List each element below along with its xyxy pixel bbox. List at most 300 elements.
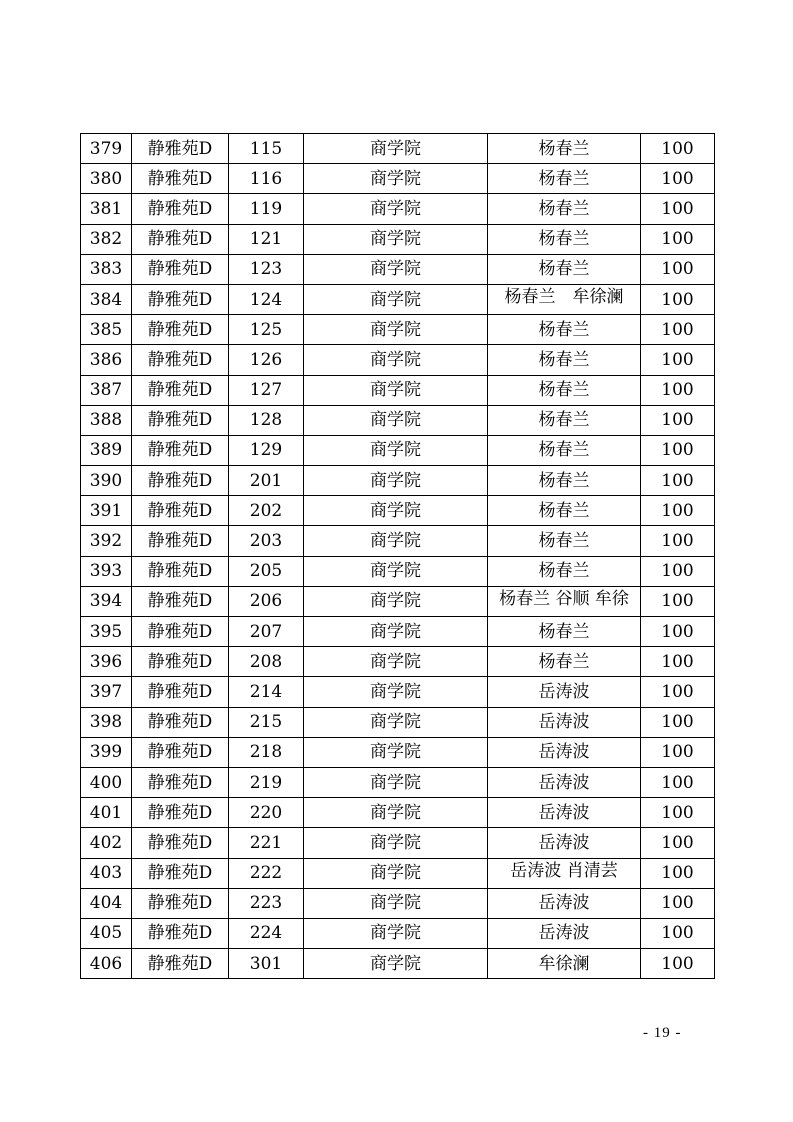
- building-cell-text: 静雅苑D: [147, 500, 213, 521]
- college-cell-text: 商学院: [370, 289, 421, 310]
- row-number-cell-text: 400: [89, 772, 123, 793]
- teacher-cell: [488, 828, 641, 858]
- row-number-cell-text: 383: [89, 259, 123, 280]
- teacher-cell-text: 岳涛波 肖清芸: [510, 860, 618, 881]
- college-cell: [304, 405, 488, 435]
- room-cell-text: 224: [249, 923, 283, 944]
- row-number-cell-text: 380: [89, 168, 123, 189]
- row-number-cell-text: 395: [89, 621, 123, 642]
- building-cell: [132, 858, 229, 888]
- page-number: - 19 -: [643, 1025, 682, 1041]
- building-cell-text: 静雅苑D: [147, 621, 213, 642]
- building-cell: [132, 375, 229, 405]
- table-row: [81, 918, 715, 948]
- row-number-cell: [81, 345, 132, 375]
- table-row: [81, 224, 715, 254]
- building-cell-text: 静雅苑D: [147, 168, 213, 189]
- teacher-cell-text: 杨春兰: [538, 470, 590, 491]
- row-number-cell-text: 388: [89, 410, 123, 431]
- building-cell: [132, 798, 229, 828]
- building-cell: [132, 767, 229, 797]
- building-cell-text: 静雅苑D: [147, 591, 213, 612]
- college-cell: [304, 526, 488, 556]
- building-cell-text: 静雅苑D: [147, 651, 213, 672]
- building-cell-text: 静雅苑D: [147, 802, 213, 823]
- row-number-cell-text: 379: [89, 138, 123, 159]
- score-cell-text: 100: [661, 138, 694, 159]
- building-cell: [132, 828, 229, 858]
- table-row: [81, 949, 715, 979]
- score-cell: [641, 556, 715, 586]
- teacher-cell-text: 杨春兰 牟徐澜: [504, 286, 624, 307]
- row-number-cell: [81, 315, 132, 345]
- teacher-cell-text: 杨春兰: [538, 380, 590, 401]
- building-cell: [132, 707, 229, 737]
- building-cell-text: 静雅苑D: [147, 440, 213, 461]
- building-cell: [132, 949, 229, 979]
- teacher-cell-text: 杨春兰 谷顺 牟徐: [499, 588, 629, 609]
- room-cell: [229, 496, 304, 526]
- college-cell: [304, 828, 488, 858]
- teacher-cell-text: 岳涛波: [538, 893, 590, 914]
- score-cell-text: 100: [661, 349, 694, 370]
- row-number-cell-text: 382: [89, 229, 123, 250]
- row-number-cell: [81, 949, 132, 979]
- teacher-cell-text: 杨春兰: [538, 349, 590, 370]
- building-cell: [132, 254, 229, 284]
- room-cell: [229, 284, 304, 314]
- table-row: [81, 556, 715, 586]
- table-row: [81, 345, 715, 375]
- row-number-cell: [81, 586, 132, 616]
- room-cell: [229, 707, 304, 737]
- table-row: [81, 798, 715, 828]
- row-number-cell: [81, 194, 132, 224]
- teacher-cell: [488, 284, 641, 314]
- college-cell: [304, 677, 488, 707]
- score-cell-text: 100: [661, 802, 694, 823]
- room-cell: [229, 767, 304, 797]
- table-row: [81, 435, 715, 465]
- room-cell-text: 203: [249, 531, 283, 552]
- room-cell: [229, 617, 304, 647]
- room-cell-text: 223: [249, 893, 283, 914]
- row-number-cell-text: 399: [89, 742, 123, 763]
- room-cell-text: 129: [249, 440, 283, 461]
- building-cell-text: 静雅苑D: [147, 138, 213, 159]
- college-cell-text: 商学院: [370, 531, 421, 552]
- room-cell-text: 207: [249, 621, 283, 642]
- college-cell: [304, 586, 488, 616]
- teacher-cell-text: 岳涛波: [538, 772, 590, 793]
- teacher-cell: [488, 798, 641, 828]
- room-cell-text: 222: [249, 863, 283, 884]
- row-number-cell-text: 405: [89, 923, 123, 944]
- score-cell: [641, 888, 715, 918]
- teacher-cell: [488, 707, 641, 737]
- room-cell: [229, 586, 304, 616]
- college-cell: [304, 888, 488, 918]
- room-cell: [229, 194, 304, 224]
- room-cell: [229, 224, 304, 254]
- college-cell-text: 商学院: [370, 591, 421, 612]
- row-number-cell-text: 384: [89, 289, 123, 310]
- row-number-cell: [81, 164, 132, 194]
- table-row: [81, 767, 715, 797]
- teacher-cell: [488, 466, 641, 496]
- college-cell: [304, 617, 488, 647]
- row-number-cell-text: 390: [89, 470, 123, 491]
- teacher-cell-text: 杨春兰: [538, 561, 590, 582]
- building-cell: [132, 224, 229, 254]
- building-cell-text: 静雅苑D: [147, 198, 213, 219]
- building-cell-text: 静雅苑D: [147, 319, 213, 340]
- building-cell-text: 静雅苑D: [147, 259, 213, 280]
- room-cell: [229, 828, 304, 858]
- teacher-cell-text: 杨春兰: [538, 198, 590, 219]
- college-cell: [304, 134, 488, 164]
- college-cell: [304, 767, 488, 797]
- teacher-cell: [488, 345, 641, 375]
- table-row: [81, 888, 715, 918]
- room-cell-text: 202: [249, 500, 283, 521]
- score-cell: [641, 949, 715, 979]
- building-cell: [132, 315, 229, 345]
- building-cell: [132, 164, 229, 194]
- college-cell: [304, 466, 488, 496]
- college-cell: [304, 707, 488, 737]
- teacher-cell: [488, 405, 641, 435]
- room-cell: [229, 164, 304, 194]
- room-cell: [229, 888, 304, 918]
- teacher-cell: [488, 194, 641, 224]
- room-cell: [229, 677, 304, 707]
- table-row: [81, 254, 715, 284]
- score-cell: [641, 918, 715, 948]
- teacher-cell: [488, 918, 641, 948]
- row-number-cell: [81, 677, 132, 707]
- row-number-cell-text: 392: [89, 531, 123, 552]
- building-cell: [132, 194, 229, 224]
- building-cell: [132, 737, 229, 767]
- table-row: [81, 284, 715, 314]
- score-cell-text: 100: [661, 712, 694, 733]
- teacher-cell: [488, 617, 641, 647]
- row-number-cell: [81, 647, 132, 677]
- score-cell: [641, 164, 715, 194]
- room-cell: [229, 134, 304, 164]
- college-cell-text: 商学院: [370, 802, 421, 823]
- college-cell-text: 商学院: [370, 863, 421, 884]
- teacher-cell-text: 岳涛波: [538, 712, 590, 733]
- row-number-cell: [81, 888, 132, 918]
- room-cell: [229, 798, 304, 828]
- score-cell: [641, 435, 715, 465]
- college-cell: [304, 224, 488, 254]
- teacher-cell-text: 杨春兰: [538, 229, 590, 250]
- room-cell: [229, 405, 304, 435]
- score-cell-text: 100: [661, 531, 694, 552]
- building-cell-text: 静雅苑D: [147, 923, 213, 944]
- college-cell-text: 商学院: [370, 319, 421, 340]
- college-cell-text: 商学院: [370, 410, 421, 431]
- teacher-cell-text: 杨春兰: [538, 531, 590, 552]
- room-cell-text: 115: [249, 138, 283, 159]
- table-row: [81, 647, 715, 677]
- score-cell-text: 100: [661, 561, 694, 582]
- room-cell-text: 128: [249, 410, 283, 431]
- teacher-cell: [488, 586, 641, 616]
- score-cell-text: 100: [661, 621, 694, 642]
- row-number-cell: [81, 767, 132, 797]
- college-cell-text: 商学院: [370, 923, 421, 944]
- score-cell: [641, 677, 715, 707]
- building-cell: [132, 284, 229, 314]
- score-cell: [641, 375, 715, 405]
- college-cell-text: 商学院: [370, 651, 421, 672]
- teacher-cell-text: 岳涛波: [538, 832, 590, 853]
- building-cell: [132, 617, 229, 647]
- row-number-cell-text: 406: [89, 953, 123, 974]
- room-cell-text: 214: [249, 681, 283, 702]
- score-cell-text: 100: [661, 500, 694, 521]
- row-number-cell: [81, 918, 132, 948]
- score-cell-text: 100: [661, 410, 694, 431]
- score-cell-text: 100: [661, 772, 694, 793]
- teacher-cell: [488, 435, 641, 465]
- table-row: [81, 526, 715, 556]
- row-number-cell-text: 387: [89, 380, 123, 401]
- row-number-cell: [81, 858, 132, 888]
- score-cell: [641, 315, 715, 345]
- teacher-cell-text: 岳涛波: [538, 923, 590, 944]
- room-cell: [229, 858, 304, 888]
- room-cell: [229, 949, 304, 979]
- row-number-cell: [81, 707, 132, 737]
- teacher-cell: [488, 224, 641, 254]
- room-cell-text: 219: [249, 772, 283, 793]
- room-cell-text: 208: [249, 651, 283, 672]
- score-cell-text: 100: [661, 198, 694, 219]
- table-row: [81, 707, 715, 737]
- score-cell: [641, 586, 715, 616]
- building-cell-text: 静雅苑D: [147, 531, 213, 552]
- building-cell-text: 静雅苑D: [147, 832, 213, 853]
- score-cell: [641, 345, 715, 375]
- table-row: [81, 134, 715, 164]
- college-cell: [304, 345, 488, 375]
- score-cell-text: 100: [661, 470, 694, 491]
- score-cell-text: 100: [661, 380, 694, 401]
- college-cell-text: 商学院: [370, 893, 421, 914]
- teacher-cell: [488, 375, 641, 405]
- building-cell: [132, 647, 229, 677]
- college-cell-text: 商学院: [370, 742, 421, 763]
- row-number-cell-text: 404: [89, 893, 123, 914]
- score-cell: [641, 767, 715, 797]
- score-cell-text: 100: [661, 923, 694, 944]
- table-row: [81, 617, 715, 647]
- table-row: [81, 194, 715, 224]
- teacher-cell: [488, 888, 641, 918]
- table-row: [81, 375, 715, 405]
- room-cell: [229, 315, 304, 345]
- score-cell-text: 100: [661, 953, 694, 974]
- teacher-cell: [488, 556, 641, 586]
- score-cell: [641, 134, 715, 164]
- table-row: [81, 737, 715, 767]
- score-cell: [641, 254, 715, 284]
- score-cell-text: 100: [661, 742, 694, 763]
- teacher-cell-text: 牟徐澜: [538, 953, 590, 974]
- table-row: [81, 466, 715, 496]
- room-cell-text: 119: [249, 198, 283, 219]
- row-number-cell-text: 398: [89, 712, 123, 733]
- score-cell: [641, 466, 715, 496]
- room-cell: [229, 647, 304, 677]
- row-number-cell-text: 396: [89, 651, 123, 672]
- building-cell-text: 静雅苑D: [147, 863, 213, 884]
- college-cell: [304, 798, 488, 828]
- teacher-cell: [488, 949, 641, 979]
- college-cell-text: 商学院: [370, 259, 421, 280]
- college-cell: [304, 737, 488, 767]
- room-cell: [229, 375, 304, 405]
- score-cell-text: 100: [661, 259, 694, 280]
- room-cell-text: 116: [249, 168, 283, 189]
- building-cell: [132, 888, 229, 918]
- row-number-cell-text: 403: [89, 863, 123, 884]
- college-cell: [304, 284, 488, 314]
- college-cell-text: 商学院: [370, 953, 421, 974]
- row-number-cell-text: 402: [89, 832, 123, 853]
- teacher-cell: [488, 737, 641, 767]
- building-cell-text: 静雅苑D: [147, 772, 213, 793]
- row-number-cell: [81, 435, 132, 465]
- room-cell-text: 206: [249, 591, 283, 612]
- row-number-cell: [81, 798, 132, 828]
- room-cell-text: 125: [249, 319, 283, 340]
- room-cell-text: 124: [249, 289, 283, 310]
- table-row: [81, 858, 715, 888]
- room-cell-text: 215: [249, 712, 283, 733]
- building-cell: [132, 466, 229, 496]
- teacher-cell: [488, 164, 641, 194]
- score-cell-text: 100: [661, 591, 694, 612]
- teacher-cell-text: 杨春兰: [538, 440, 590, 461]
- row-number-cell: [81, 526, 132, 556]
- room-cell-text: 205: [249, 561, 283, 582]
- building-cell-text: 静雅苑D: [147, 470, 213, 491]
- room-cell-text: 220: [249, 802, 283, 823]
- teacher-cell-text: 岳涛波: [538, 681, 590, 702]
- row-number-cell: [81, 284, 132, 314]
- college-cell-text: 商学院: [370, 440, 421, 461]
- score-cell-text: 100: [661, 893, 694, 914]
- college-cell: [304, 375, 488, 405]
- college-cell: [304, 254, 488, 284]
- teacher-cell: [488, 134, 641, 164]
- building-cell: [132, 677, 229, 707]
- room-cell-text: 126: [249, 349, 283, 370]
- table-row: [81, 164, 715, 194]
- row-number-cell: [81, 224, 132, 254]
- score-cell-text: 100: [661, 681, 694, 702]
- row-number-cell: [81, 134, 132, 164]
- college-cell-text: 商学院: [370, 500, 421, 521]
- row-number-cell-text: 391: [89, 500, 123, 521]
- room-cell: [229, 435, 304, 465]
- row-number-cell: [81, 617, 132, 647]
- row-number-cell: [81, 556, 132, 586]
- room-cell: [229, 345, 304, 375]
- teacher-cell: [488, 526, 641, 556]
- college-cell: [304, 858, 488, 888]
- teacher-cell-text: 杨春兰: [538, 651, 590, 672]
- college-cell-text: 商学院: [370, 229, 421, 250]
- teacher-cell-text: 杨春兰: [538, 410, 590, 431]
- score-cell: [641, 647, 715, 677]
- room-cell-text: 218: [249, 742, 283, 763]
- dormitory-table: [80, 133, 715, 979]
- score-cell-text: 100: [661, 289, 694, 310]
- row-number-cell: [81, 737, 132, 767]
- score-cell: [641, 496, 715, 526]
- room-cell-text: 121: [249, 229, 283, 250]
- score-cell-text: 100: [661, 863, 694, 884]
- college-cell-text: 商学院: [370, 712, 421, 733]
- building-cell-text: 静雅苑D: [147, 561, 213, 582]
- row-number-cell-text: 386: [89, 349, 123, 370]
- room-cell-text: 301: [249, 953, 283, 974]
- college-cell: [304, 315, 488, 345]
- teacher-cell: [488, 647, 641, 677]
- building-cell: [132, 435, 229, 465]
- college-cell-text: 商学院: [370, 561, 421, 582]
- college-cell-text: 商学院: [370, 349, 421, 370]
- building-cell-text: 静雅苑D: [147, 712, 213, 733]
- building-cell-text: 静雅苑D: [147, 380, 213, 401]
- building-cell: [132, 345, 229, 375]
- teacher-cell: [488, 767, 641, 797]
- room-cell-text: 221: [249, 832, 283, 853]
- college-cell-text: 商学院: [370, 681, 421, 702]
- building-cell: [132, 586, 229, 616]
- building-cell: [132, 526, 229, 556]
- college-cell-text: 商学院: [370, 772, 421, 793]
- row-number-cell: [81, 405, 132, 435]
- room-cell-text: 123: [249, 259, 283, 280]
- teacher-cell: [488, 858, 641, 888]
- row-number-cell-text: 401: [89, 802, 123, 823]
- room-cell: [229, 556, 304, 586]
- table-body: [81, 134, 715, 979]
- row-number-cell: [81, 375, 132, 405]
- college-cell: [304, 194, 488, 224]
- row-number-cell: [81, 254, 132, 284]
- teacher-cell-text: 杨春兰: [538, 138, 590, 159]
- building-cell-text: 静雅苑D: [147, 229, 213, 250]
- room-cell: [229, 737, 304, 767]
- room-cell-text: 127: [249, 380, 283, 401]
- row-number-cell-text: 389: [89, 440, 123, 461]
- score-cell: [641, 858, 715, 888]
- college-cell-text: 商学院: [370, 380, 421, 401]
- score-cell: [641, 707, 715, 737]
- score-cell: [641, 405, 715, 435]
- teacher-cell-text: 杨春兰: [538, 259, 590, 280]
- row-number-cell: [81, 496, 132, 526]
